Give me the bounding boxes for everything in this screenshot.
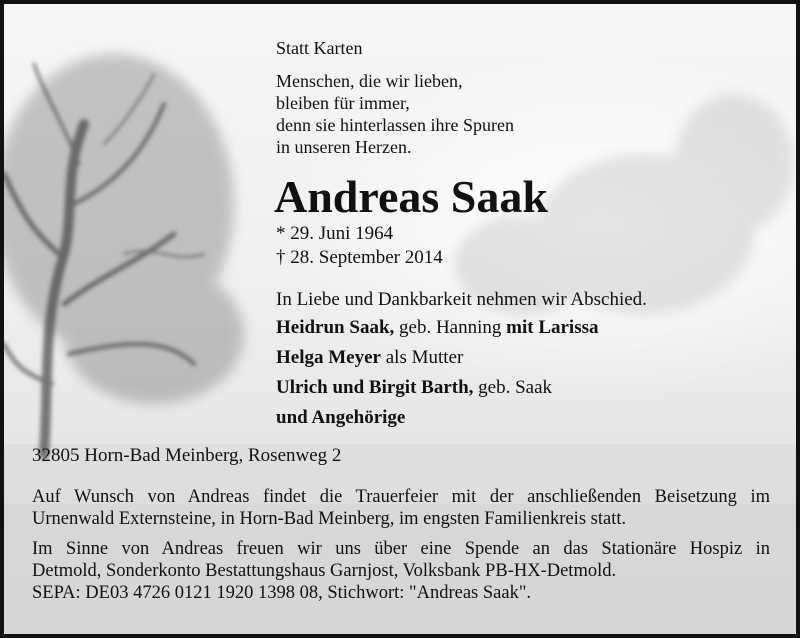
- paragraph-line: Detmold, Sonderkonto Bestattungshaus Garnjost, Volksbank PB-HX-Detmold.: [32, 561, 617, 581]
- death-date: † 28. September 2014: [276, 247, 443, 268]
- mourner-name: Ulrich und Birgit Barth,: [276, 377, 474, 398]
- paragraph-line: Urnenwald Externsteine, in Horn-Bad Meinberg, im engsten Familienkreis statt.: [32, 509, 627, 529]
- mourner-line: [276, 346, 463, 369]
- donation-paragraph: [32, 538, 770, 604]
- address: 32805 Horn-Bad Meinberg, Rosenweg 2: [32, 445, 342, 466]
- farewell-text: In Liebe und Dankbarkeit nehmen wir Abschied.: [276, 289, 647, 310]
- mourner-name: Heidrun Saak,: [276, 317, 395, 338]
- heading-statt-karten: Statt Karten: [276, 38, 363, 58]
- paragraph-line: Auf Wunsch von Andreas findet die Trauerfeier mit der anschließenden Beisetzung im: [32, 487, 770, 507]
- mourner-name: Helga Meyer: [276, 347, 381, 368]
- paragraph-line: SEPA: DE03 4726 0121 1920 1398 08, Stichwort: "Andreas Saak".: [32, 583, 532, 603]
- mourner-line: [276, 406, 405, 429]
- mourner-note: als Mutter: [380, 347, 464, 368]
- mourner-line: [276, 316, 599, 339]
- deceased-name: Andreas Saak: [274, 171, 548, 222]
- poem-line: bleiben für immer,: [276, 93, 410, 113]
- mourner-note: geb. Saak: [473, 377, 553, 398]
- paragraph-line: Im Sinne von Andreas freuen wir uns über eine Spende an das Stationäre Hospiz in: [32, 539, 770, 559]
- birth-date: * 29. Juni 1964: [276, 223, 394, 244]
- mourner-line: [276, 376, 552, 399]
- mourner-note: geb. Hanning: [394, 317, 507, 338]
- mourner-name: und Angehörige: [276, 407, 406, 428]
- poem-line: denn sie hinterlassen ihre Spuren: [276, 115, 514, 135]
- mourner-name-2: mit Larissa: [506, 317, 599, 338]
- poem-line: Menschen, die wir lieben,: [276, 71, 463, 91]
- funeral-paragraph: [32, 486, 770, 530]
- poem-line: in unseren Herzen.: [276, 137, 412, 157]
